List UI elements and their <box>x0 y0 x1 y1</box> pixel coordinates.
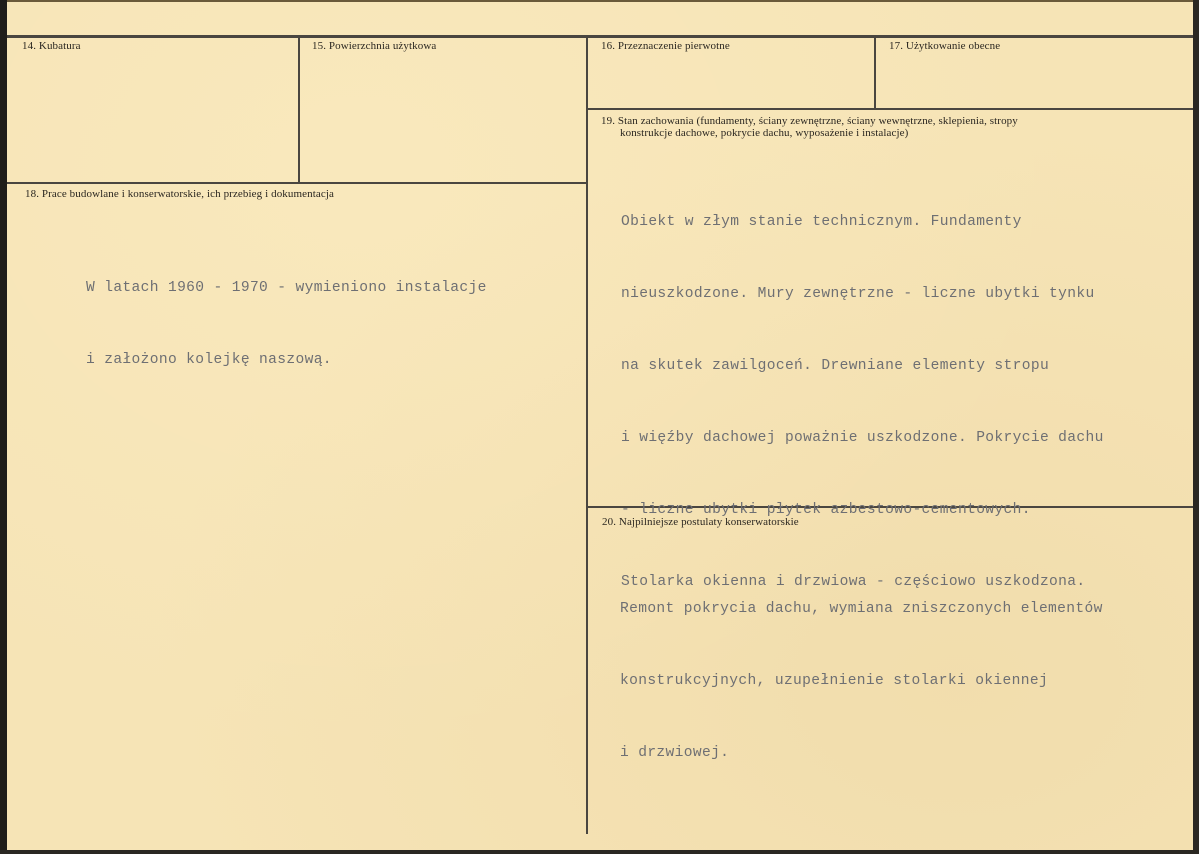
typed-line: na skutek zawilgoceń. Drewniane elementy stropu <box>621 358 1050 374</box>
card-top-edge <box>0 0 1199 2</box>
field-18-label: 18. Prace budowlane i konserwatorskie, ich przebieg i dokumentacja <box>25 188 334 200</box>
typed-line: nieuszkodzone. Mury zewnętrzne - liczne ubytki tynku <box>621 286 1095 302</box>
field-20-label: 20. Najpilniejsze postulaty konserwatorskie <box>602 516 799 528</box>
field-18-typed-text <box>86 228 487 420</box>
card-left-edge <box>0 0 7 854</box>
divider-16-17 <box>874 37 876 109</box>
field-15-label: 15. Powierzchnia użytkowa <box>312 40 437 52</box>
card-bottom-edge <box>0 850 1199 854</box>
typed-line: i więźby dachowej poważnie uszkodzone. Pokrycie dachu <box>621 430 1104 446</box>
rule-under-14-15 <box>7 182 587 184</box>
field-17-label: 17. Użytkowanie obecne <box>889 40 1001 52</box>
rule-under-16-17 <box>588 108 1193 110</box>
field-20-typed-text <box>620 549 1103 813</box>
typed-line: Obiekt w złym stanie technicznym. Fundamenty <box>621 214 1022 230</box>
typed-line: - liczne ubytki płytek azbestowo-cementowych. <box>621 502 1031 518</box>
center-divider <box>586 37 588 834</box>
typed-line: i drzwiowej. <box>620 745 730 761</box>
field-19-label-line1: 19. Stan zachowania (fundamenty, ściany zewnętrzne, ściany wewnętrzne, sklepienia, stropy <box>601 115 1018 127</box>
divider-14-15 <box>298 37 300 183</box>
card-right-edge <box>1193 0 1199 854</box>
typed-line: i założono kolejkę naszową. <box>86 352 332 368</box>
typed-line: Remont pokrycia dachu, wymiana zniszczonych elementów <box>620 601 1103 617</box>
typed-line: W latach 1960 - 1970 - wymieniono instalacje <box>86 280 487 296</box>
field-16-label: 16. Przeznaczenie pierwotne <box>601 40 730 52</box>
field-19-label-line2: konstrukcje dachowe, pokrycie dachu, wyposażenie i instalacje) <box>620 127 909 139</box>
typed-line: konstrukcyjnych, uzupełnienie stolarki okiennej <box>620 673 1049 689</box>
field-14-label: 14. Kubatura <box>22 40 81 52</box>
top-rule <box>7 35 1193 38</box>
typed-line: Stolarka okienna i drzwiowa - częściowo uszkodzona. <box>621 574 1086 590</box>
